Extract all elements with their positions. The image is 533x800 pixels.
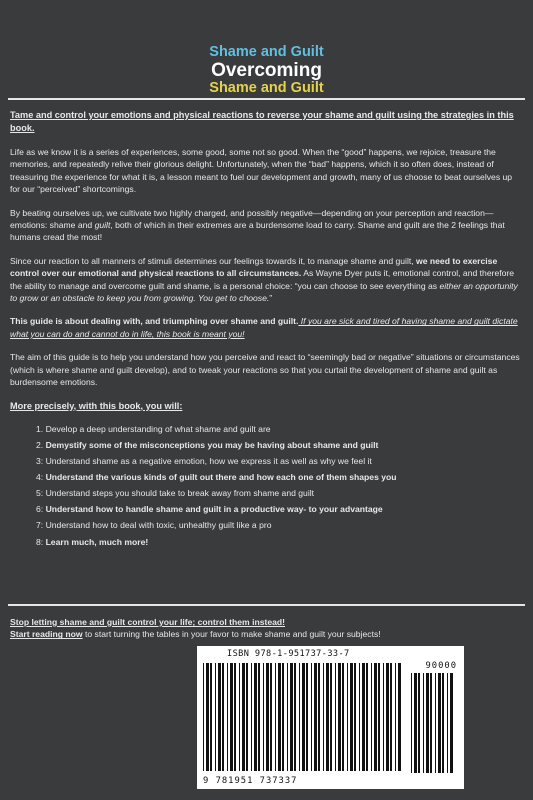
barcode-bar <box>294 663 296 771</box>
barcode-bar <box>230 663 233 771</box>
barcode-bar <box>354 663 356 771</box>
paragraph-5: The aim of this guide is to help you understand how you perceive and react to “seemingly bad or negative” situations or circumstances (which is where shame and guilt develop), and to tweak your reactions so that you curtail the development of shame and guilt as burdensome emotions. <box>10 352 520 388</box>
list-item <box>36 519 523 531</box>
barcode-bar <box>335 663 336 771</box>
list-item-text: Understand steps you should take to break away from shame and guilt <box>45 488 315 499</box>
paragraph-1: Life as we know it is a series of experiences, some good, some not so good. When the “good” happens, we rejoice, treasure the memories, and repeatedly relive their glorious delight. Unfortunately, when the “bad” happens, which it so often does, instead of treasuring the experience for what it is, a lesson meant to fuel our development and growth, many of us choose to beat ourselves up for our “perceived” shortcomings. <box>10 147 513 195</box>
barcode-bar <box>323 663 324 771</box>
closing-line-1: Stop letting shame and guilt control your life; control them instead! <box>10 617 286 627</box>
barcode-bar <box>390 663 392 771</box>
list-item-number: 2. <box>36 440 44 450</box>
barcode-bar <box>362 663 365 771</box>
list-item-number: 1. <box>36 423 44 434</box>
barcode-bar <box>442 673 444 773</box>
isbn-label: ISBN 978-1-951737-33-7 <box>227 649 350 659</box>
barcode-bar <box>418 673 420 773</box>
list-item <box>36 439 523 451</box>
p3-text-a: Since our reaction to all manners of stimuli determines our feelings towards it, to manage shame and guilt, <box>10 255 417 266</box>
list-item-number: 8: <box>36 536 44 547</box>
closing-rest: to start turning the tables in your favor to make shame and guilt your subjects! <box>82 629 381 640</box>
title-main: Overcoming <box>211 60 322 81</box>
barcode-bars-addon <box>411 673 457 783</box>
barcode-bar <box>306 663 308 771</box>
barcode-bar <box>338 663 341 771</box>
barcode-bar <box>254 663 257 771</box>
barcode-bar <box>275 663 276 771</box>
ean-number: 9 781951 737337 <box>203 776 298 786</box>
barcode-bar <box>227 663 228 771</box>
cover-titles <box>0 44 533 96</box>
list-item-number: 7: <box>36 520 44 531</box>
barcode-bar <box>287 663 288 771</box>
p3-text-c: As Wayne Dyer puts it, emotional control, and therefore the ability to manage and overcome guilt and shame, is a personal choice: “you can choose to see everything as <box>10 268 515 291</box>
list-item <box>36 423 523 435</box>
p4-bold: This guide is about dealing with, and triumphing over shame and guilt. <box>10 316 299 327</box>
barcode-bar <box>210 663 212 771</box>
list-item-text: Develop a deep understanding of what shame and guilt are <box>45 423 271 434</box>
barcode-bar <box>234 663 236 771</box>
p2-text-c: , both of which in their extremes are a burdensome load to carry. Shame and guilt are the 2 feelings that humans cread the most! <box>10 220 505 243</box>
barcode-bar <box>278 663 281 771</box>
closing-lines <box>10 616 523 641</box>
barcode-bar <box>242 663 245 771</box>
blurb-body <box>10 109 523 552</box>
barcode-bar <box>206 663 209 771</box>
list-item-text: Understand how to handle shame and guilt in a productive way- to your advantage <box>45 504 383 515</box>
barcode-bar <box>386 663 389 771</box>
barcode-bar <box>203 663 204 771</box>
barcode-bar <box>239 663 240 771</box>
barcode-bar <box>450 673 453 773</box>
barcode-bar <box>270 663 272 771</box>
p3-quote: either an opportunity to grow or an obstacle to keep you from growing. You get to choose. <box>10 280 518 304</box>
list-item-text: Understand the various kinds of guilt out there and how each one of them shapes you <box>45 472 397 483</box>
list-item-number: 5: <box>36 488 44 499</box>
p3-bold: we need to exercise control over our emotional and physical reactions to all circumstances. <box>10 255 498 279</box>
barcode-bar <box>438 673 441 773</box>
barcode-bar <box>411 673 412 773</box>
paragraph-4 <box>10 315 523 340</box>
barcode-bar <box>371 663 372 771</box>
p2-italic: guilt <box>94 220 111 231</box>
price-code: 90000 <box>425 661 457 671</box>
barcode-bar <box>423 673 424 773</box>
barcode-bar <box>326 663 329 771</box>
barcode-bar <box>282 663 284 771</box>
barcode-bar <box>215 663 216 771</box>
list-item-text: Understand shame as a negative emotion, how we express it as well as why we feel it <box>45 456 372 467</box>
p2-text-a: By beating ourselves up, we cultivate two highly charged, and possibly negative—depending on your perception and reaction—emotions: shame and <box>10 207 494 231</box>
title-top: Shame and Guilt <box>209 44 324 60</box>
list-item <box>36 503 523 515</box>
list-item <box>36 487 523 499</box>
barcode-bar <box>251 663 252 771</box>
list-item <box>36 471 523 483</box>
barcode-bar <box>318 663 320 771</box>
barcode-bar <box>246 663 248 771</box>
barcode-bar <box>359 663 360 771</box>
barcode-bar <box>374 663 377 771</box>
list-item <box>36 455 523 467</box>
barcode-bar <box>447 673 448 773</box>
list-item-text: Learn much, much more! <box>45 536 149 547</box>
barcode-bar <box>347 663 348 771</box>
barcode-bar <box>366 663 368 771</box>
barcode-bar <box>342 663 344 771</box>
p3-text-e: ” <box>269 293 273 304</box>
barcode-bar <box>330 663 332 771</box>
list-item-text: Understand how to deal with toxic, unhealthy guilt like a pro <box>45 520 272 531</box>
bottom-divider <box>8 604 525 606</box>
paragraph-2 <box>10 207 523 244</box>
title-sub: Shame and Guilt <box>209 80 324 96</box>
list-item <box>36 536 523 548</box>
list-item-text: Demystify some of the misconceptions you may be having about shame and guilt <box>45 440 379 450</box>
closing-start-reading: Start reading now <box>10 629 83 640</box>
barcode-bar <box>311 663 312 771</box>
list-item-number: 4: <box>36 472 44 483</box>
barcode-bar <box>383 663 384 771</box>
barcode-bar <box>414 673 417 773</box>
barcode-bar <box>314 663 317 771</box>
barcode-bar <box>435 673 436 773</box>
barcode-bar <box>222 663 224 771</box>
list-item-number: 6: <box>36 504 44 515</box>
benefit-list <box>10 423 523 548</box>
barcode-bar <box>378 663 380 771</box>
barcode-bar <box>263 663 264 771</box>
top-divider <box>8 98 525 100</box>
lead-paragraph: Tame and control your emotions and physical reactions to reverse your shame and guilt using the strategies in this book. <box>10 110 514 133</box>
closing-line-2 <box>10 628 523 640</box>
barcode-bar <box>258 663 260 771</box>
p4-italic-underline: If you are sick and tired of having shame and guilt dictate what you can do and cannot do in life, this book is meant you! <box>10 316 518 339</box>
list-item-number: 3: <box>36 456 44 467</box>
barcode-bar <box>395 663 396 771</box>
barcode-bar <box>266 663 269 771</box>
barcode-bar <box>299 663 300 771</box>
barcode-bar <box>302 663 305 771</box>
barcode-bar <box>290 663 293 771</box>
paragraph-3 <box>10 255 523 305</box>
barcode-bar <box>350 663 353 771</box>
barcode-bar <box>430 673 432 773</box>
barcode-bars-ean <box>203 663 403 773</box>
more-heading: More precisely, with this book, you will: <box>10 400 183 411</box>
isbn-barcode <box>197 646 464 789</box>
barcode-bar <box>398 663 401 771</box>
barcode-bar <box>218 663 221 771</box>
barcode-bar <box>426 673 429 773</box>
